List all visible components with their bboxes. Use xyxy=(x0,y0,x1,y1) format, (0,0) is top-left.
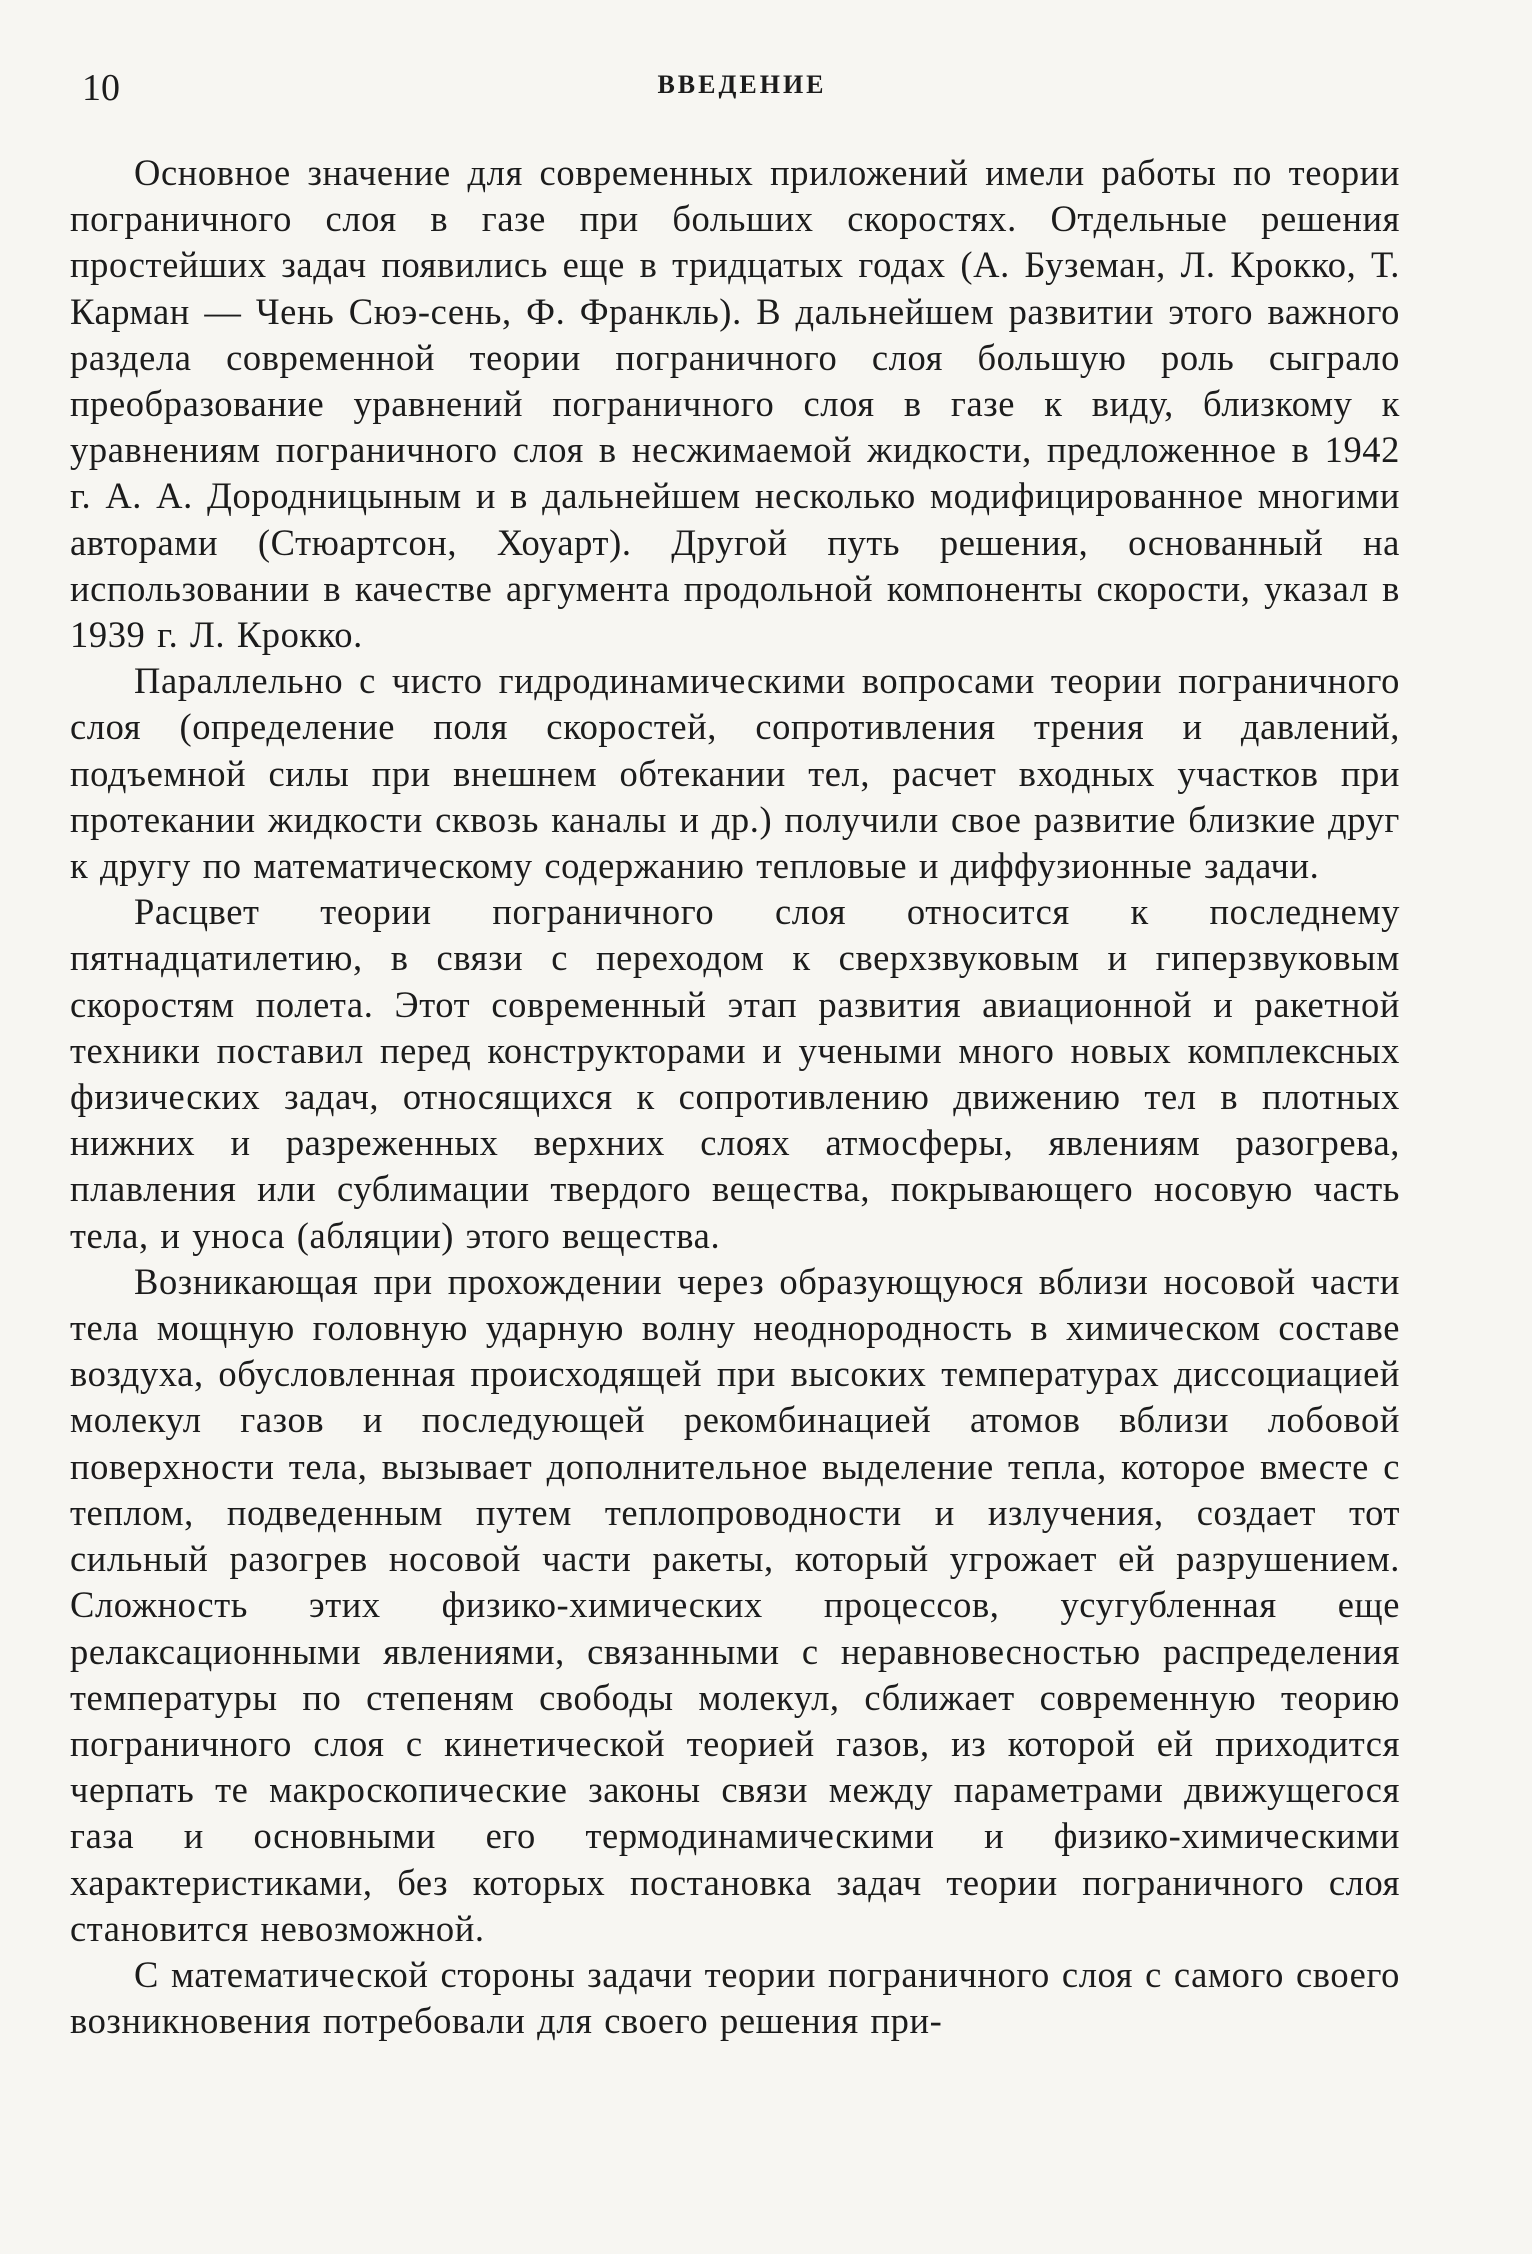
paragraph: С математической стороны задачи теории пограничного слоя с самого своего возникновения потребовали для своего решения при- xyxy=(70,1953,1400,2042)
paragraph: Основное значение для современных приложений имели работы по теории пограничного слоя в газе при больших скоростях. Отдельные решения простейших задач появились еще в тридцатых годах (А. Буземан, Л. Крокко, Т. Карман — Чень Сюэ-сень, Ф. Франкль). В дальнейшем развитии этого важного раздела современной теории пограничного слоя большую роль сыграло преобразование уравнений пограничного слоя в газе к виду, близкому к уравнениям пограничного слоя в несжимаемой жидкости, предложенное в 1942 г. А. А. Дородницыным и в дальнейшем несколько модифицированное многими авторами (Стюартсон, Хоуарт). Другой путь решения, основанный на использовании в качестве аргумента продольной компоненты скорости, указал в 1939 г. Л. Крокко. xyxy=(70,152,1400,656)
paragraph: Параллельно с чисто гидродинамическими вопросами теории пограничного слоя (определение поля скоростей, сопротивления трения и давлений, подъемной силы при внешнем обтекании тел, расчет входных участков при протекании жидкости сквозь каналы и др.) получили свое развитие близкие друг к другу по математическому содержанию тепловые и диффузионные задачи. xyxy=(70,660,1400,887)
section-title: ВВЕДЕНИЕ xyxy=(657,70,827,99)
page-number: 10 xyxy=(82,67,120,109)
paragraph: Возникающая при прохождении через образующуюся вблизи носовой части тела мощную головную ударную волну неоднородность в химическом составе воздуха, обусловленная происходящей при высоких температурах диссоциацией молекул газов и последующей рекомбинацией атомов вблизи лобовой поверхности тела, вызывает дополнительное выделение тепла, которое вместе с теплом, подведенным путем теплопроводности и излучения, создает тот сильный разогрев носовой части ракеты, который угрожает ей разрушением. Сложность этих физико-химических процессов, усугубленная еще релаксационными явлениями, связанными с неравновесностью распределения температуры по степеням свободы молекул, сближает современную теорию пограничного слоя с кинетической теорией газов, из которой ей приходится черпать те макроскопические законы связи между параметрами движущегося газа и основными его термодинамическими и физико-химическими характеристиками, без которых постановка задач теории пограничного слоя становится невозможной. xyxy=(70,1260,1400,1949)
body-text xyxy=(70,150,1400,2044)
running-head xyxy=(82,64,1402,124)
paragraph: Расцвет теории пограничного слоя относится к последнему пятнадцатилетию, в связи с переходом к сверхзвуковым и гиперзвуковым скоростям полета. Этот современный этап развития авиационной и ракетной техники поставил перед конструкторами и учеными много новых комплексных физических задач, относящихся к сопротивлению движению тел в плотных нижних и разреженных верхних слоях атмосферы, явлениям разогрева, плавления или сублимации твердого вещества, покрывающего носовую часть тела, и уноса (абляции) этого вещества. xyxy=(70,891,1400,1256)
